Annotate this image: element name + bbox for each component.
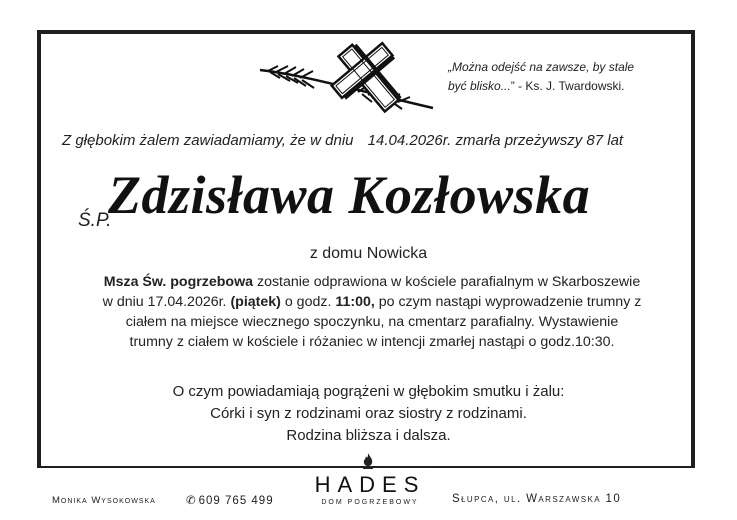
mass-day: (piątek) — [230, 294, 281, 310]
death-date: 14.04.2026r. — [367, 132, 452, 149]
logo-line-right — [378, 466, 433, 468]
mourners-line-3: Rodzina bliższa i dalsza. — [286, 427, 451, 444]
hades-logo — [300, 458, 440, 518]
phone-icon: ✆ — [186, 495, 197, 507]
mass-line-4: trumny z ciałem w kościele i różaniec w intencji zmarłej nastąpi o godz.10:30. — [129, 334, 615, 350]
mass-line-3: ciałem na miejsce wiecznego spoczynku, na cmentarz parafialny. Wystawienie — [125, 314, 619, 330]
funeral-mass-info — [52, 272, 692, 352]
announcement-prefix: Z głębokim żalem zawiadamiamy, że w dniu — [62, 132, 354, 149]
contact-name: Monika Wysokowska — [52, 495, 156, 506]
quote — [448, 58, 678, 96]
announcement-suffix: zmarła przeżywszy 87 lat — [455, 132, 624, 149]
mass-part-4: po czym nastąpi wyprowadzenie trumny z — [374, 294, 642, 310]
mourners-line-2: Córki i syn z rodzinami oraz siostry z rodzinami. — [210, 405, 527, 422]
address: Słupca, ul. Warszawska 10 — [452, 493, 622, 505]
flame-icon — [360, 452, 376, 470]
mass-time: 11:00, — [335, 294, 375, 310]
brand-name: HADES — [314, 472, 426, 497]
contact-phone — [186, 493, 274, 507]
quote-line-2: być blisko... — [448, 79, 511, 93]
quote-author: ” - Ks. J. Twardowski. — [510, 79, 625, 93]
cross-with-palm-icon — [258, 36, 438, 114]
logo-line-left — [305, 466, 360, 468]
deceased-name: Zdzisława Kozłowska — [108, 165, 591, 225]
mass-part-1: zostanie odprawiona w kościele parafialnym w Skarboszewie — [253, 274, 641, 290]
brand-subtitle: DOM POGRZEBOWY — [321, 499, 419, 506]
mourners — [0, 381, 737, 447]
deceased-title: Ś.P. — [78, 210, 112, 231]
footer — [0, 468, 737, 520]
phone-number: 609 765 499 — [198, 495, 274, 507]
mourners-line-1: O czym powiadamiają pogrążeni w głębokim smutku i żalu: — [172, 383, 565, 400]
mass-lead: Msza Św. pogrzebowa — [103, 274, 254, 290]
mass-part-2: w dniu 17.04.2026r. — [102, 294, 231, 310]
mass-part-3: o godz. — [280, 294, 336, 310]
quote-line-1: „Można odejść na zawsze, by stale — [448, 60, 635, 74]
maiden-name: z domu Nowicka — [309, 245, 428, 262]
death-announcement — [62, 132, 702, 149]
